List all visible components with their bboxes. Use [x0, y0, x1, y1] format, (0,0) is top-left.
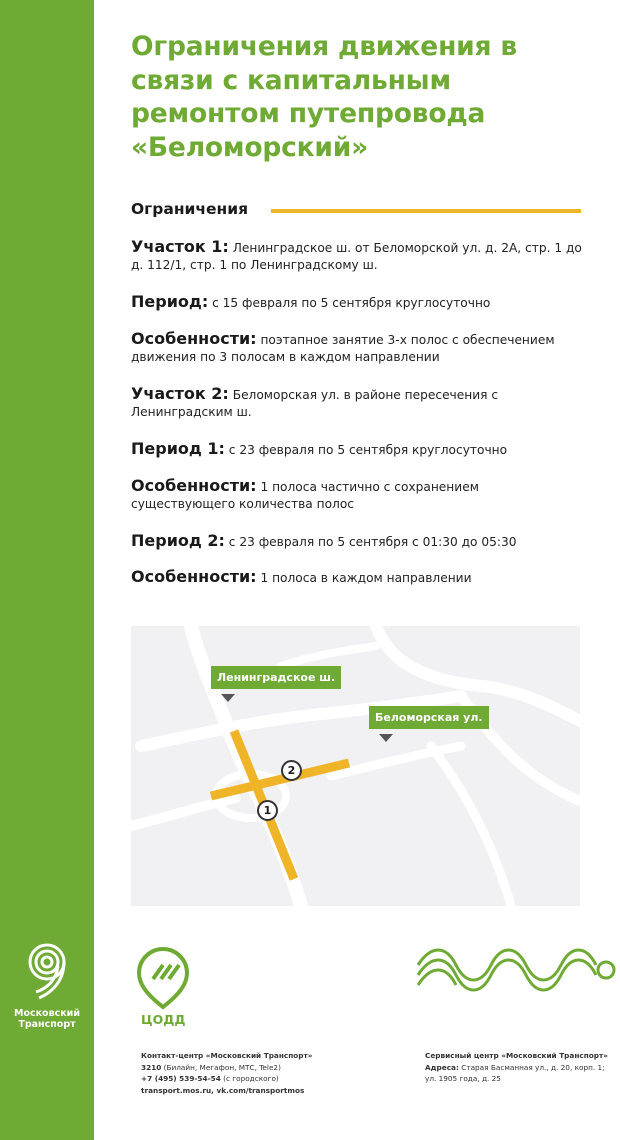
- map-label-leningradskoe: Ленинградское ш.: [211, 666, 341, 689]
- logo-line-1: Московский: [14, 1008, 80, 1019]
- item-text: Ленинградское ш. от Беломорской ул. д. 2А, стр. 1 до д. 112/1, стр. 1 по Ленинградскому ш.: [131, 241, 582, 272]
- restriction-item: [131, 532, 586, 551]
- area-map: [131, 626, 580, 906]
- footer-address-2: ул. 1905 года, д. 25: [425, 1074, 501, 1083]
- item-text: 1 полоса в каждом направлении: [260, 571, 472, 585]
- section-heading: Ограничения: [131, 200, 249, 218]
- map-roads: [131, 626, 580, 906]
- item-label: Период 1:: [131, 439, 225, 458]
- item-label: Особенности:: [131, 476, 257, 495]
- item-label: Участок 1:: [131, 237, 229, 256]
- wave-decoration: [416, 940, 616, 1000]
- item-text: поэтапное занятие 3-х полос с обеспечением движения по 3 полосам в каждом направлении: [131, 333, 555, 364]
- restriction-item: [131, 477, 586, 513]
- footer-contact-center: [141, 1050, 312, 1096]
- item-label: Особенности:: [131, 329, 257, 348]
- map-marker-1: 1: [257, 800, 278, 821]
- map-pointer-icon: [221, 694, 235, 702]
- item-text: 1 полоса частично с сохранением существующего количества полос: [131, 480, 479, 511]
- footer-phone-short-note: (Билайн, Мегафон, МТС, Tele2): [163, 1062, 281, 1072]
- moscow-transport-nine-icon: [19, 940, 75, 1002]
- restriction-item: [131, 293, 586, 312]
- footer-phone-long[interactable]: +7 (495) 539-54-54: [141, 1074, 221, 1083]
- codd-logo-text: ЦОДД: [141, 1012, 186, 1027]
- left-green-stripe: [0, 0, 94, 1140]
- footer-left-title: Контакт-центр «Московский Транспорт»: [141, 1051, 313, 1060]
- map-label-belomorskaya: Беломорская ул.: [369, 706, 489, 729]
- map-pointer-icon: [379, 734, 393, 742]
- moscow-transport-logo: [0, 940, 94, 1030]
- footer-service-center: [425, 1050, 608, 1085]
- footer-phone-short[interactable]: 3210: [141, 1062, 162, 1072]
- restriction-item: [131, 330, 586, 366]
- item-text: с 23 февраля по 5 сентября круглосуточно: [228, 443, 508, 457]
- item-label: Особенности:: [131, 567, 257, 586]
- page-title: Ограничения движения в связи с капитальным ремонтом путепровода «Беломорский»: [131, 31, 517, 163]
- item-text: с 15 февраля по 5 сентября круглосуточно: [212, 296, 491, 310]
- item-label: Участок 2:: [131, 384, 229, 403]
- restriction-item: [131, 385, 586, 421]
- map-marker-2: 2: [281, 760, 302, 781]
- section-divider: [271, 209, 581, 213]
- footer-links[interactable]: transport.mos.ru, vk.com/transportmos: [141, 1085, 305, 1095]
- footer-right-title: Сервисный центр «Московский Транспорт»: [425, 1051, 608, 1060]
- footer-phone-long-note: (с городского): [223, 1074, 279, 1083]
- logo-line-2: Транспорт: [18, 1019, 76, 1030]
- restriction-item: [131, 568, 586, 587]
- item-text: Беломорская ул. в районе пересечения с Ленинградским ш.: [131, 388, 499, 419]
- item-label: Период 2:: [131, 531, 225, 550]
- item-label: Период:: [131, 292, 209, 311]
- item-text: с 23 февраля по 5 сентября с 01:30 до 05:30: [228, 535, 517, 549]
- restriction-item: [131, 238, 586, 274]
- footer-address-1: Старая Басманная ул., д. 20, корп. 1;: [461, 1062, 605, 1072]
- footer-address-label: Адреса:: [425, 1062, 459, 1072]
- restriction-item: [131, 440, 586, 459]
